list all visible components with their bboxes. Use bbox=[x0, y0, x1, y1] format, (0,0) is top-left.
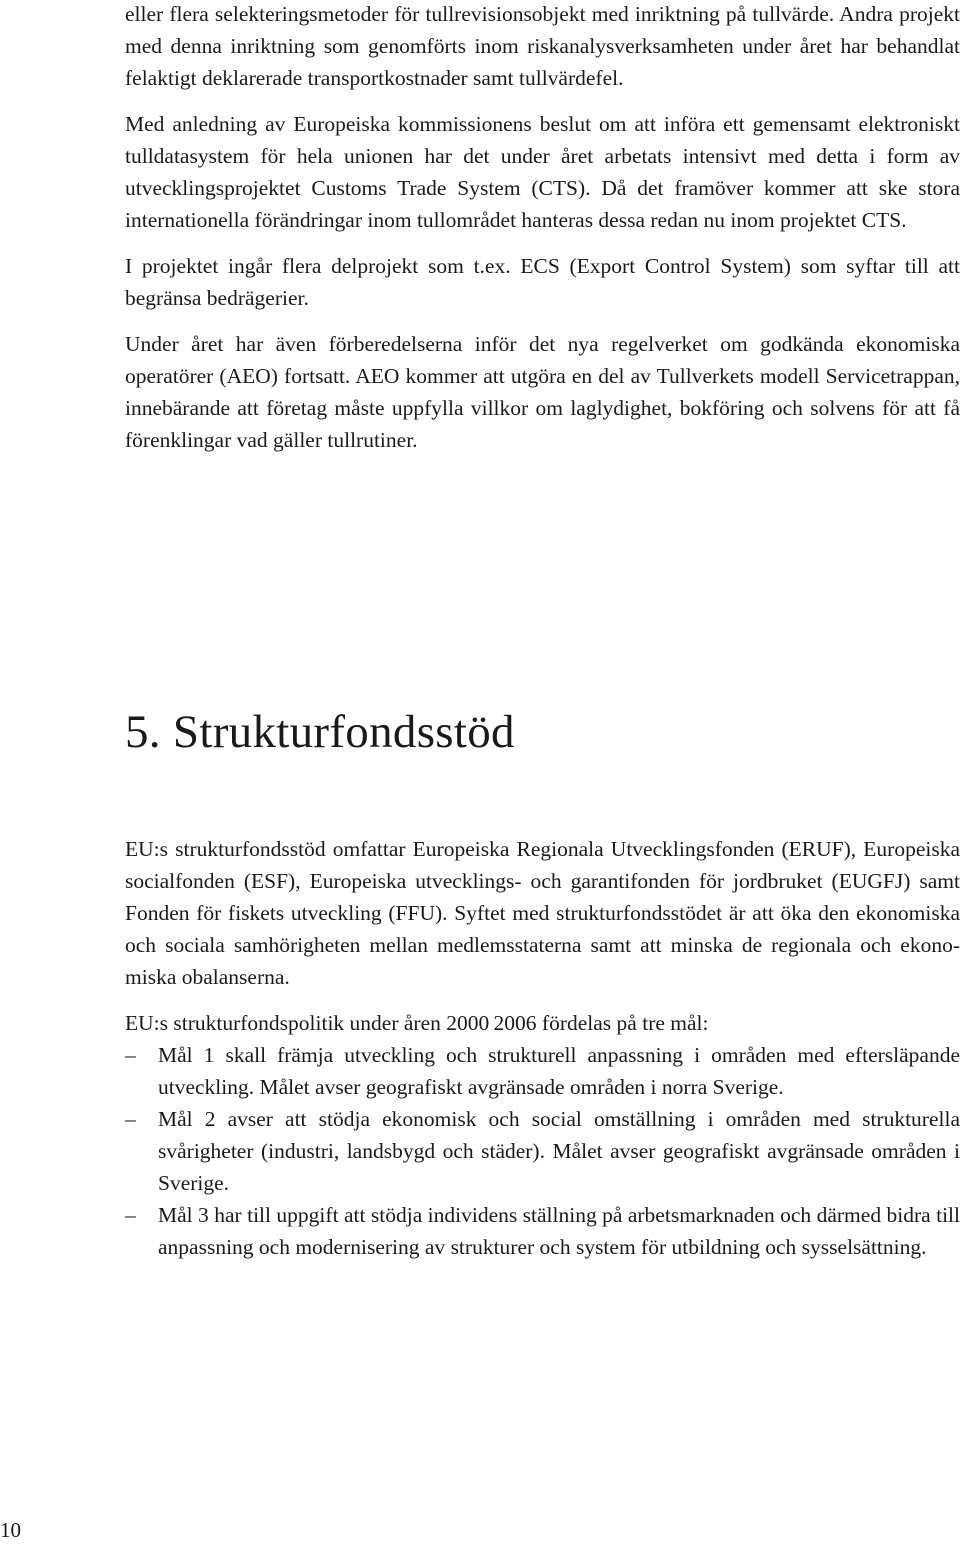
goals-list bbox=[125, 1039, 960, 1263]
paragraph-structural-funds: EU:s strukturfondsstöd omfattar Europeiska Regionala Utvecklingsfonden (ERUF), Europeiska socialfonden (ESF), Europeiska utvecklings- och garantifonden för jordbruket (EUGFJ) samt Fonden för fiskets utveckling (FFU). Syftet med strukturfondsstödet är att öka den ekonomiska och sociala samhörigheten mellan medlemsstaterna samt att minska de regionala och ekonomiska obalanserna. bbox=[125, 837, 960, 989]
list-item-text: Mål 3 har till uppgift att stödja individens ställning på arbetsmarknaden och därmed bidra till anpassning och modernisering av strukturer och system för utbildning och sysselsättning. bbox=[158, 1203, 960, 1259]
list-dash: – bbox=[125, 1043, 136, 1067]
list-item bbox=[125, 1199, 960, 1263]
section-body bbox=[125, 833, 960, 1263]
list-item-text: Mål 2 avser att stödja ekonomisk och social omställning i områden med strukturella svårigheter (industri, landsbygd och städer). Målet avser geografiskt avgränsade områden i Sverige. bbox=[158, 1107, 960, 1195]
paragraph-cts: Med anledning av Europeiska kommissionens beslut om att införa ett gemensamt elektroniskt tulldatasystem för hela unionen har det under året arbetats intensivt med detta i form av utvecklingsprojektet Customs Trade System (CTS). Då det framöver kommer att ske stora internationella förändringar inom tullområdet hanteras dessa redan nu inom projektet CTS. bbox=[125, 112, 960, 232]
paragraph-continuation: eller flera selekteringsmetoder för tullrevisionsobjekt med inriktning på tullvärde. Andra projekt med denna inriktning som genomförts inom riskanalysverksamheten under året har behandlat felaktigt deklarerade transportkostnader samt tullvärdefel. bbox=[125, 2, 960, 90]
section-heading: 5. Strukturfondsstöd bbox=[125, 706, 515, 758]
paragraph-aeo: Under året har även förberedelserna inför det nya regelverket om godkända ekonomiska operatörer (AEO) fortsatt. AEO kommer att utgöra en del av Tullverkets modell Servicetrappan, innebärande att företag måste uppfylla villkor om laglydighet, bokföring och solvens för att få förenklingar vad gäller tullrutiner. bbox=[125, 332, 960, 452]
list-item bbox=[125, 1039, 960, 1103]
list-dash: – bbox=[125, 1107, 136, 1131]
page-number: 10 bbox=[0, 1518, 21, 1542]
list-item-text: Mål 1 skall främja utveckling och strukturell anpassning i områden med eftersläpande utveckling. Målet avser geografiskt avgränsade områden i norra Sverige. bbox=[158, 1043, 960, 1099]
list-dash: – bbox=[125, 1203, 136, 1227]
paragraph-ecs: I projektet ingår flera delprojekt som t.ex. ECS (Export Control System) som syftar till att begränsa bedrägerier. bbox=[125, 254, 960, 310]
top-text-block bbox=[125, 0, 960, 456]
list-item bbox=[125, 1103, 960, 1199]
paragraph-policy-intro: EU:s strukturfondspolitik under åren 2000 2006 fördelas på tre mål: bbox=[125, 1011, 709, 1035]
